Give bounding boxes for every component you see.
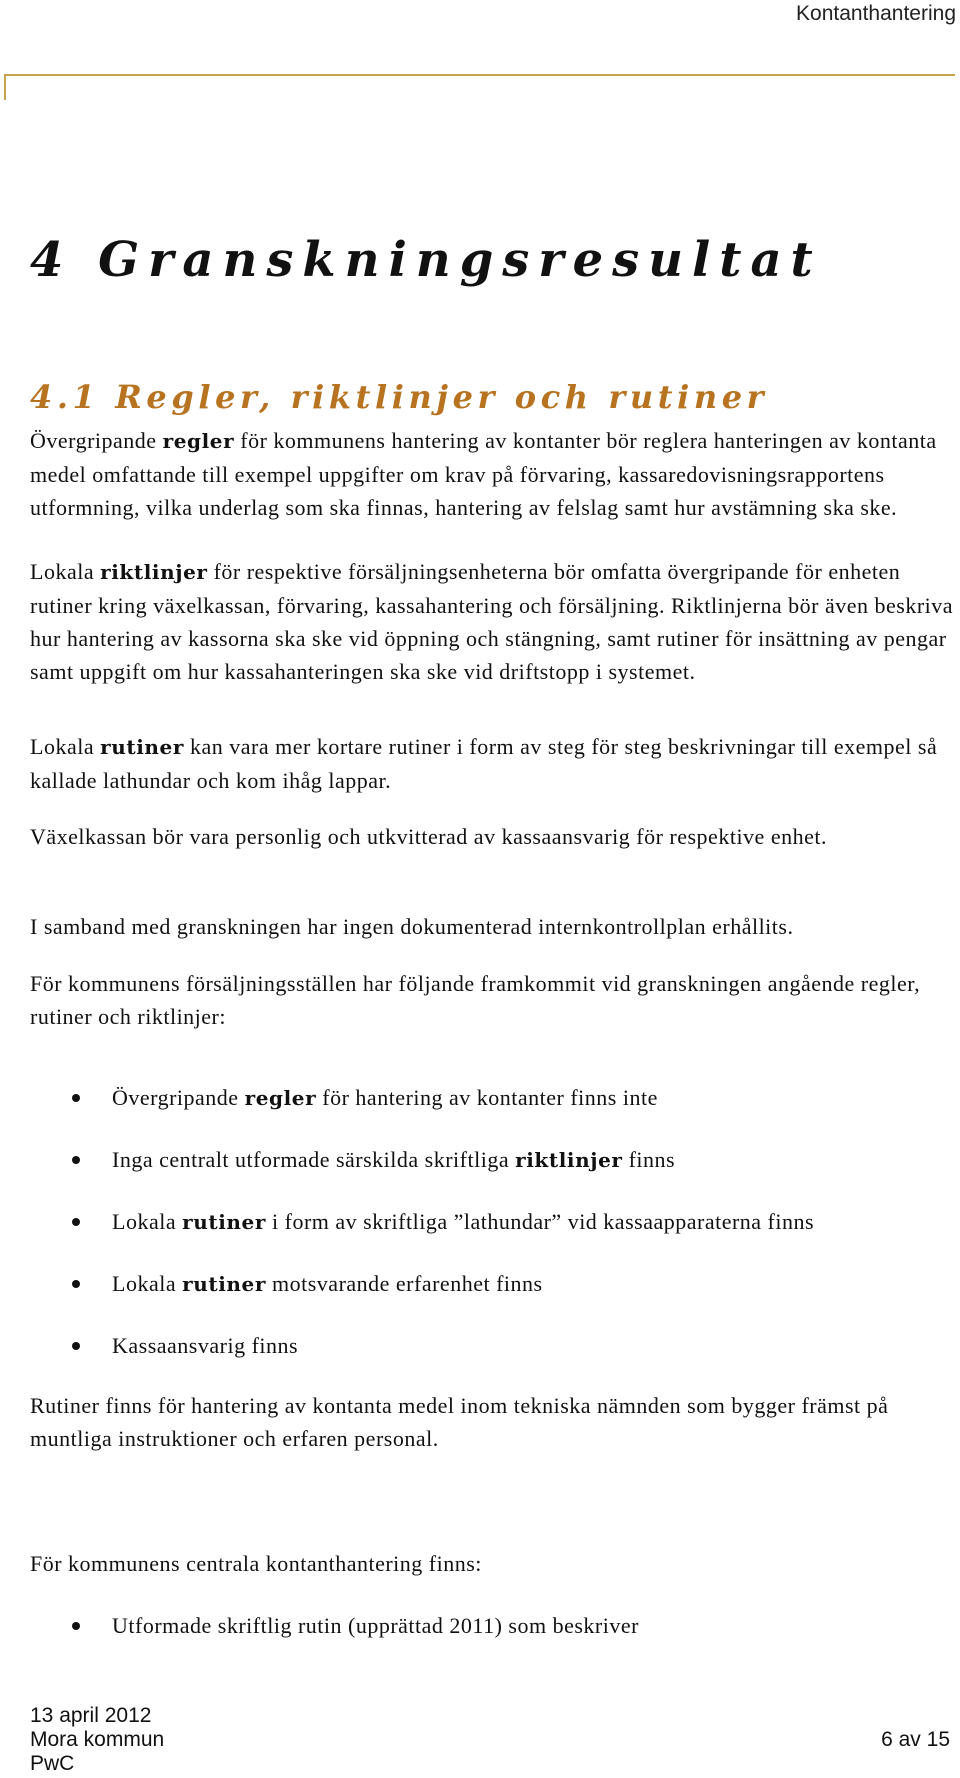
chapter-heading: 4 Granskningsresultat bbox=[30, 232, 822, 288]
bold-term: rutiner bbox=[100, 735, 185, 759]
section-heading: 4.1 Regler, riktlinjer och rutiner bbox=[30, 378, 769, 416]
page-footer bbox=[30, 1704, 950, 1776]
findings-list bbox=[30, 1081, 955, 1389]
list-item: Inga centralt utformade särskilda skriftliga riktlinjer finns bbox=[30, 1143, 955, 1205]
list-item: Lokala rutiner i form av skriftliga ”lathundar” vid kassaapparaterna finns bbox=[30, 1205, 955, 1267]
footer-company: PwC bbox=[30, 1752, 75, 1775]
central-list bbox=[30, 1609, 955, 1671]
bold-term: riktlinjer bbox=[100, 560, 208, 584]
paragraph-text: för kommunens hantering av kontanter bör reglera hanteringen av kontanta medel omfattande till exempel uppgifter om krav på förvaring, kassaredovisningsrapportens utformning, vilka underlag som ska finnas, hantering av felslag samt hur avstämning ska ske. bbox=[30, 428, 937, 520]
paragraph-central-hantering: För kommunens centrala kontanthantering finns: bbox=[30, 1551, 482, 1576]
paragraph-forsaljningsstallen: För kommunens försäljningsställen har följande framkommit vid granskningen angående regler, rutiner och riktlinjer: bbox=[30, 971, 921, 1029]
paragraph-tekniska-namnden: Rutiner finns för hantering av kontanta medel inom tekniska nämnden som bygger främst på muntliga instruktioner och erfaren personal. bbox=[30, 1393, 889, 1451]
bold-term: regler bbox=[162, 429, 235, 453]
list-item: Utformade skriftlig rutin (upprättad 2011) som beskriver bbox=[30, 1609, 955, 1671]
running-header: Kontanthantering bbox=[796, 2, 956, 25]
paragraph-text: Övergripande bbox=[30, 428, 163, 453]
paragraph-text: för respektive försäljningsenheterna bör omfatta övergripande för enheten rutiner kring växelkassan, förvaring, kassahantering och försäljning. Riktlinjerna bör även beskriva hur hantering av kassorna ska ske vid öppning och stängning, samt rutiner för insättning av pengar samt uppgift om hur kassahanteringen ska ske vid driftstopp i systemet. bbox=[30, 559, 954, 684]
paragraph-text: kan vara mer kortare rutiner i form av steg för steg beskrivningar till exempel så kallade lathundar och kom ihåg lappar. bbox=[30, 734, 938, 793]
paragraph-rutiner bbox=[30, 730, 955, 820]
paragraph-text: Lokala bbox=[30, 734, 101, 759]
header-rule-tick bbox=[4, 74, 6, 100]
footer-date: 13 april 2012 bbox=[30, 1704, 152, 1727]
paragraph-riktlinjer bbox=[30, 555, 955, 730]
paragraph-regler bbox=[30, 424, 955, 555]
page-number: 6 av 15 bbox=[881, 1728, 950, 1751]
header-rule bbox=[4, 74, 955, 76]
list-item: Övergripande regler för hantering av kontanter finns inte bbox=[30, 1081, 955, 1143]
body-text bbox=[30, 424, 955, 1671]
paragraph-text: Lokala bbox=[30, 559, 101, 584]
footer-org: Mora kommun bbox=[30, 1728, 165, 1751]
list-item: Kassaansvarig finns bbox=[30, 1329, 955, 1391]
list-item: Lokala rutiner motsvarande erfarenhet finns bbox=[30, 1267, 955, 1329]
paragraph-internkontroll: I samband med granskningen har ingen dokumenterad internkontrollplan erhållits. bbox=[30, 914, 794, 939]
paragraph-vaxelkassan: Växelkassan bör vara personlig och utkvitterad av kassaansvarig för respektive enhet. bbox=[30, 824, 827, 849]
